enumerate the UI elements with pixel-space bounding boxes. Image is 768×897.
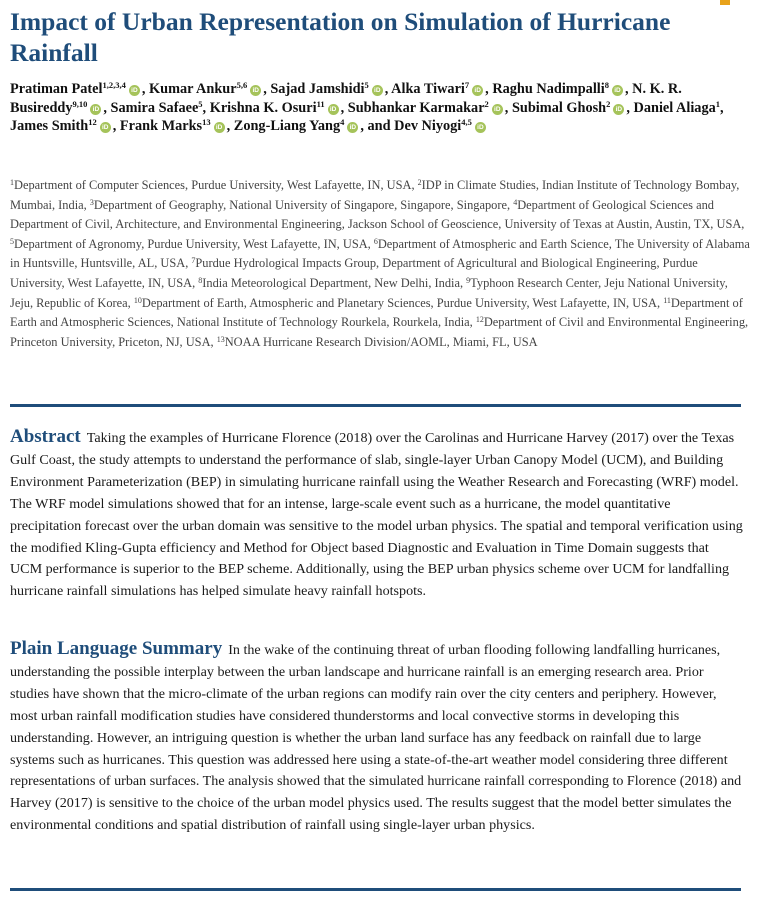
- corner-marker: [720, 0, 730, 5]
- author-name: Samira Safaee: [110, 99, 199, 116]
- author-name: Krishna K. Osuri: [209, 99, 317, 116]
- affiliations-list: [10, 176, 750, 352]
- author-separator: ,: [384, 81, 392, 97]
- author-affiliation-number: 7: [464, 80, 470, 90]
- affiliation-text: Department of Geological Sciences and Department of Civil, Architecture, and Environmental Engineering, Jackson School of Geoscience, University of Texas at Austin, Austin, TX, USA,: [10, 197, 745, 232]
- author-affiliation-number: 11: [316, 98, 325, 109]
- author-name: Pratiman Patel: [10, 81, 103, 97]
- author-affiliation-number: 5,6: [236, 80, 248, 90]
- author-name: Sajad Jamshidi: [270, 81, 365, 97]
- author-affiliation-number: 4: [340, 117, 345, 128]
- orcid-icon[interactable]: iD: [472, 85, 483, 96]
- author-name: Raghu Nadimpalli: [492, 81, 605, 97]
- author-name: Dev Niyogi: [394, 118, 462, 135]
- orcid-icon[interactable]: iD: [129, 85, 140, 96]
- author-name: James Smith: [10, 118, 89, 135]
- author-separator: ,: [202, 99, 210, 116]
- affiliation-text: Department of Civil and Environmental Engineering, Princeton University, Priceton, NJ, USA,: [10, 315, 749, 349]
- author-name: Daniel Aliaga: [633, 99, 716, 116]
- affiliation-text: Purdue Hydrological Impacts Group, Department of Agricultural and Biological Engineering, Purdue University, West Lafayette, IN, USA,: [10, 256, 698, 290]
- affiliation-text: Department of Agronomy, Purdue University, West Lafayette, IN, USA,: [14, 236, 374, 251]
- affiliation-text: Department of Earth, Atmospheric and Planetary Sciences, Purdue University, West Lafayette, IN, USA,: [141, 295, 664, 310]
- author-separator: ,: [112, 118, 120, 135]
- author-affiliation-number: 5: [198, 98, 203, 109]
- orcid-icon[interactable]: iD: [612, 85, 623, 96]
- affiliation-number: 3: [89, 197, 94, 207]
- section-divider: [10, 404, 741, 407]
- affiliation-text: Typhoon Research Center, Jeju National University, Jeju, Republic of Korea,: [10, 275, 728, 310]
- author-name: Subhankar Karmakar: [347, 99, 485, 116]
- author-separator: , and: [360, 118, 395, 135]
- orcid-icon[interactable]: iD: [372, 85, 383, 96]
- affiliation-text: NOAA Hurricane Research Division/AOML, Miami, FL, USA: [224, 334, 538, 349]
- author-affiliation-number: 2: [606, 98, 611, 109]
- author-name: Subimal Ghosh: [511, 99, 607, 116]
- author-affiliation-number: 8: [604, 80, 609, 90]
- author-separator: ,: [141, 81, 150, 97]
- abstract-section: [10, 426, 743, 603]
- author-separator: ,: [624, 81, 633, 97]
- author-name: N. K. R. Busireddy: [10, 81, 682, 116]
- abstract-heading: Abstract: [10, 426, 81, 447]
- plain-language-summary-heading: Plain Language Summary: [10, 638, 223, 659]
- author-name: Frank Marks: [119, 118, 203, 135]
- author-name: Kumar Ankur: [149, 81, 237, 97]
- author-separator: ,: [720, 99, 724, 116]
- author-affiliation-number: 1: [715, 98, 720, 109]
- affiliation-number: 12: [475, 315, 484, 325]
- affiliation-text: Department of Geography, National University of Singapore, Singapore, Singapore,: [93, 197, 514, 212]
- affiliation-number: 1: [10, 178, 14, 187]
- orcid-icon[interactable]: iD: [100, 122, 111, 133]
- author-affiliation-number: 12: [88, 117, 97, 128]
- affiliation-number: 9: [466, 275, 471, 285]
- affiliation-number: 6: [373, 236, 378, 246]
- author-separator: ,: [485, 81, 493, 97]
- paper-title: Impact of Urban Representation on Simulation of Hurricane Rainfall: [10, 7, 671, 67]
- affiliation-number: 11: [663, 295, 671, 305]
- author-separator: ,: [263, 81, 271, 97]
- author-affiliation-number: 5: [364, 80, 369, 90]
- affiliation-number: 7: [191, 256, 196, 266]
- affiliation-text: Department of Earth and Atmospheric Sciences, National Institute of Technology Rourkela, Rourkela, India,: [10, 295, 743, 330]
- author-list: [10, 80, 755, 136]
- affiliation-number: 13: [216, 334, 225, 344]
- bottom-divider: [10, 888, 741, 891]
- author-affiliation-number: 2: [484, 98, 489, 109]
- abstract-text: Taking the examples of Hurricane Florence (2018) over the Carolinas and Hurricane Harvey (2017) over the Texas Gulf Coast, the study attempts to understand the performance of slab, single-layer Urban Canopy Model (UCM), and Building Environment Parameterization (BEP) in simulating hurricane rainfall using the Weather Research and Forecasting (WRF) model. The WRF model simulations showed that for an intense, large-scale event such as a hurricane, the model quantitative precipitation forecast over the urban domain was sensitive to the model urban physics. The spatial and temporal verification using the modified Kling-Gupta efficiency and Method for Object based Diagnostic and Evaluation in Time Domain suggests that UCM performance is superior to the BEP scheme. Additionally, using the BEP urban physics scheme over UCM for landfalling hurricane rainfall simulations has helped simulate heavy rainfall hotspots.: [10, 430, 743, 600]
- author-separator: ,: [504, 99, 512, 116]
- author-affiliation-number: 4,5: [461, 117, 472, 128]
- affiliation-number: 4: [513, 197, 518, 207]
- affiliation-text: India Meteorological Department, New Delhi, India,: [202, 275, 467, 290]
- orcid-icon[interactable]: iD: [347, 122, 358, 133]
- orcid-icon[interactable]: iD: [492, 104, 503, 115]
- affiliation-text: Department of Atmospheric and Earth Science, The University of Alabama in Huntsville, Huntsville, AL, USA,: [10, 236, 750, 271]
- orcid-icon[interactable]: iD: [475, 122, 486, 133]
- affiliation-number: 5: [10, 236, 14, 246]
- author-name: Zong-Liang Yang: [233, 118, 341, 135]
- orcid-icon[interactable]: iD: [250, 85, 261, 96]
- author-separator: ,: [340, 99, 348, 116]
- orcid-icon[interactable]: iD: [328, 104, 339, 115]
- affiliation-number: 8: [198, 275, 203, 285]
- author-affiliation-number: 1,2,3,4: [102, 80, 126, 90]
- affiliation-text: IDP in Climate Studies, Indian Institute of Technology Bombay, Mumbai, India,: [10, 178, 740, 212]
- orcid-icon[interactable]: iD: [613, 104, 624, 115]
- orcid-icon[interactable]: iD: [90, 104, 101, 115]
- plain-language-summary-section: [10, 638, 743, 837]
- author-separator: ,: [103, 99, 111, 116]
- affiliation-text: Department of Computer Sciences, Purdue University, West Lafayette, IN, USA,: [14, 178, 418, 192]
- author-name: Alka Tiwari: [391, 81, 465, 97]
- author-affiliation-number: 9,10: [72, 98, 88, 109]
- author-separator: ,: [626, 99, 634, 116]
- affiliation-number: 2: [417, 178, 422, 187]
- orcid-icon[interactable]: iD: [214, 122, 225, 133]
- author-affiliation-number: 13: [202, 117, 211, 128]
- plain-language-summary-text: In the wake of the continuing threat of urban flooding following landfalling hurricanes, understanding the possible interplay between the urban landscape and hurricane rainfall is an emerging research area. Prior studies have shown that the micro-climate of the urban regions can modify rain over the city centers and periphery. However, most urban rainfall modification studies have considered thunderstorms and local convective storms in developing this understanding. However, an intriguing question is whether the urban land surface has any feedback on rainfall due to large systems such as hurricanes. This question was addressed here using a state-of-the-art weather model considering three different representations of urban surfaces. The analysis showed that the simulated hurricane rainfall corresponding to Florence (2018) and Harvey (2017) is sensitive to the choice of the urban model physics used. The results suggest that the model better simulates the environmental conditions and spatial distribution of rainfall using single-layer urban physics.: [10, 642, 742, 834]
- affiliation-number: 10: [133, 295, 142, 305]
- author-separator: ,: [226, 118, 234, 135]
